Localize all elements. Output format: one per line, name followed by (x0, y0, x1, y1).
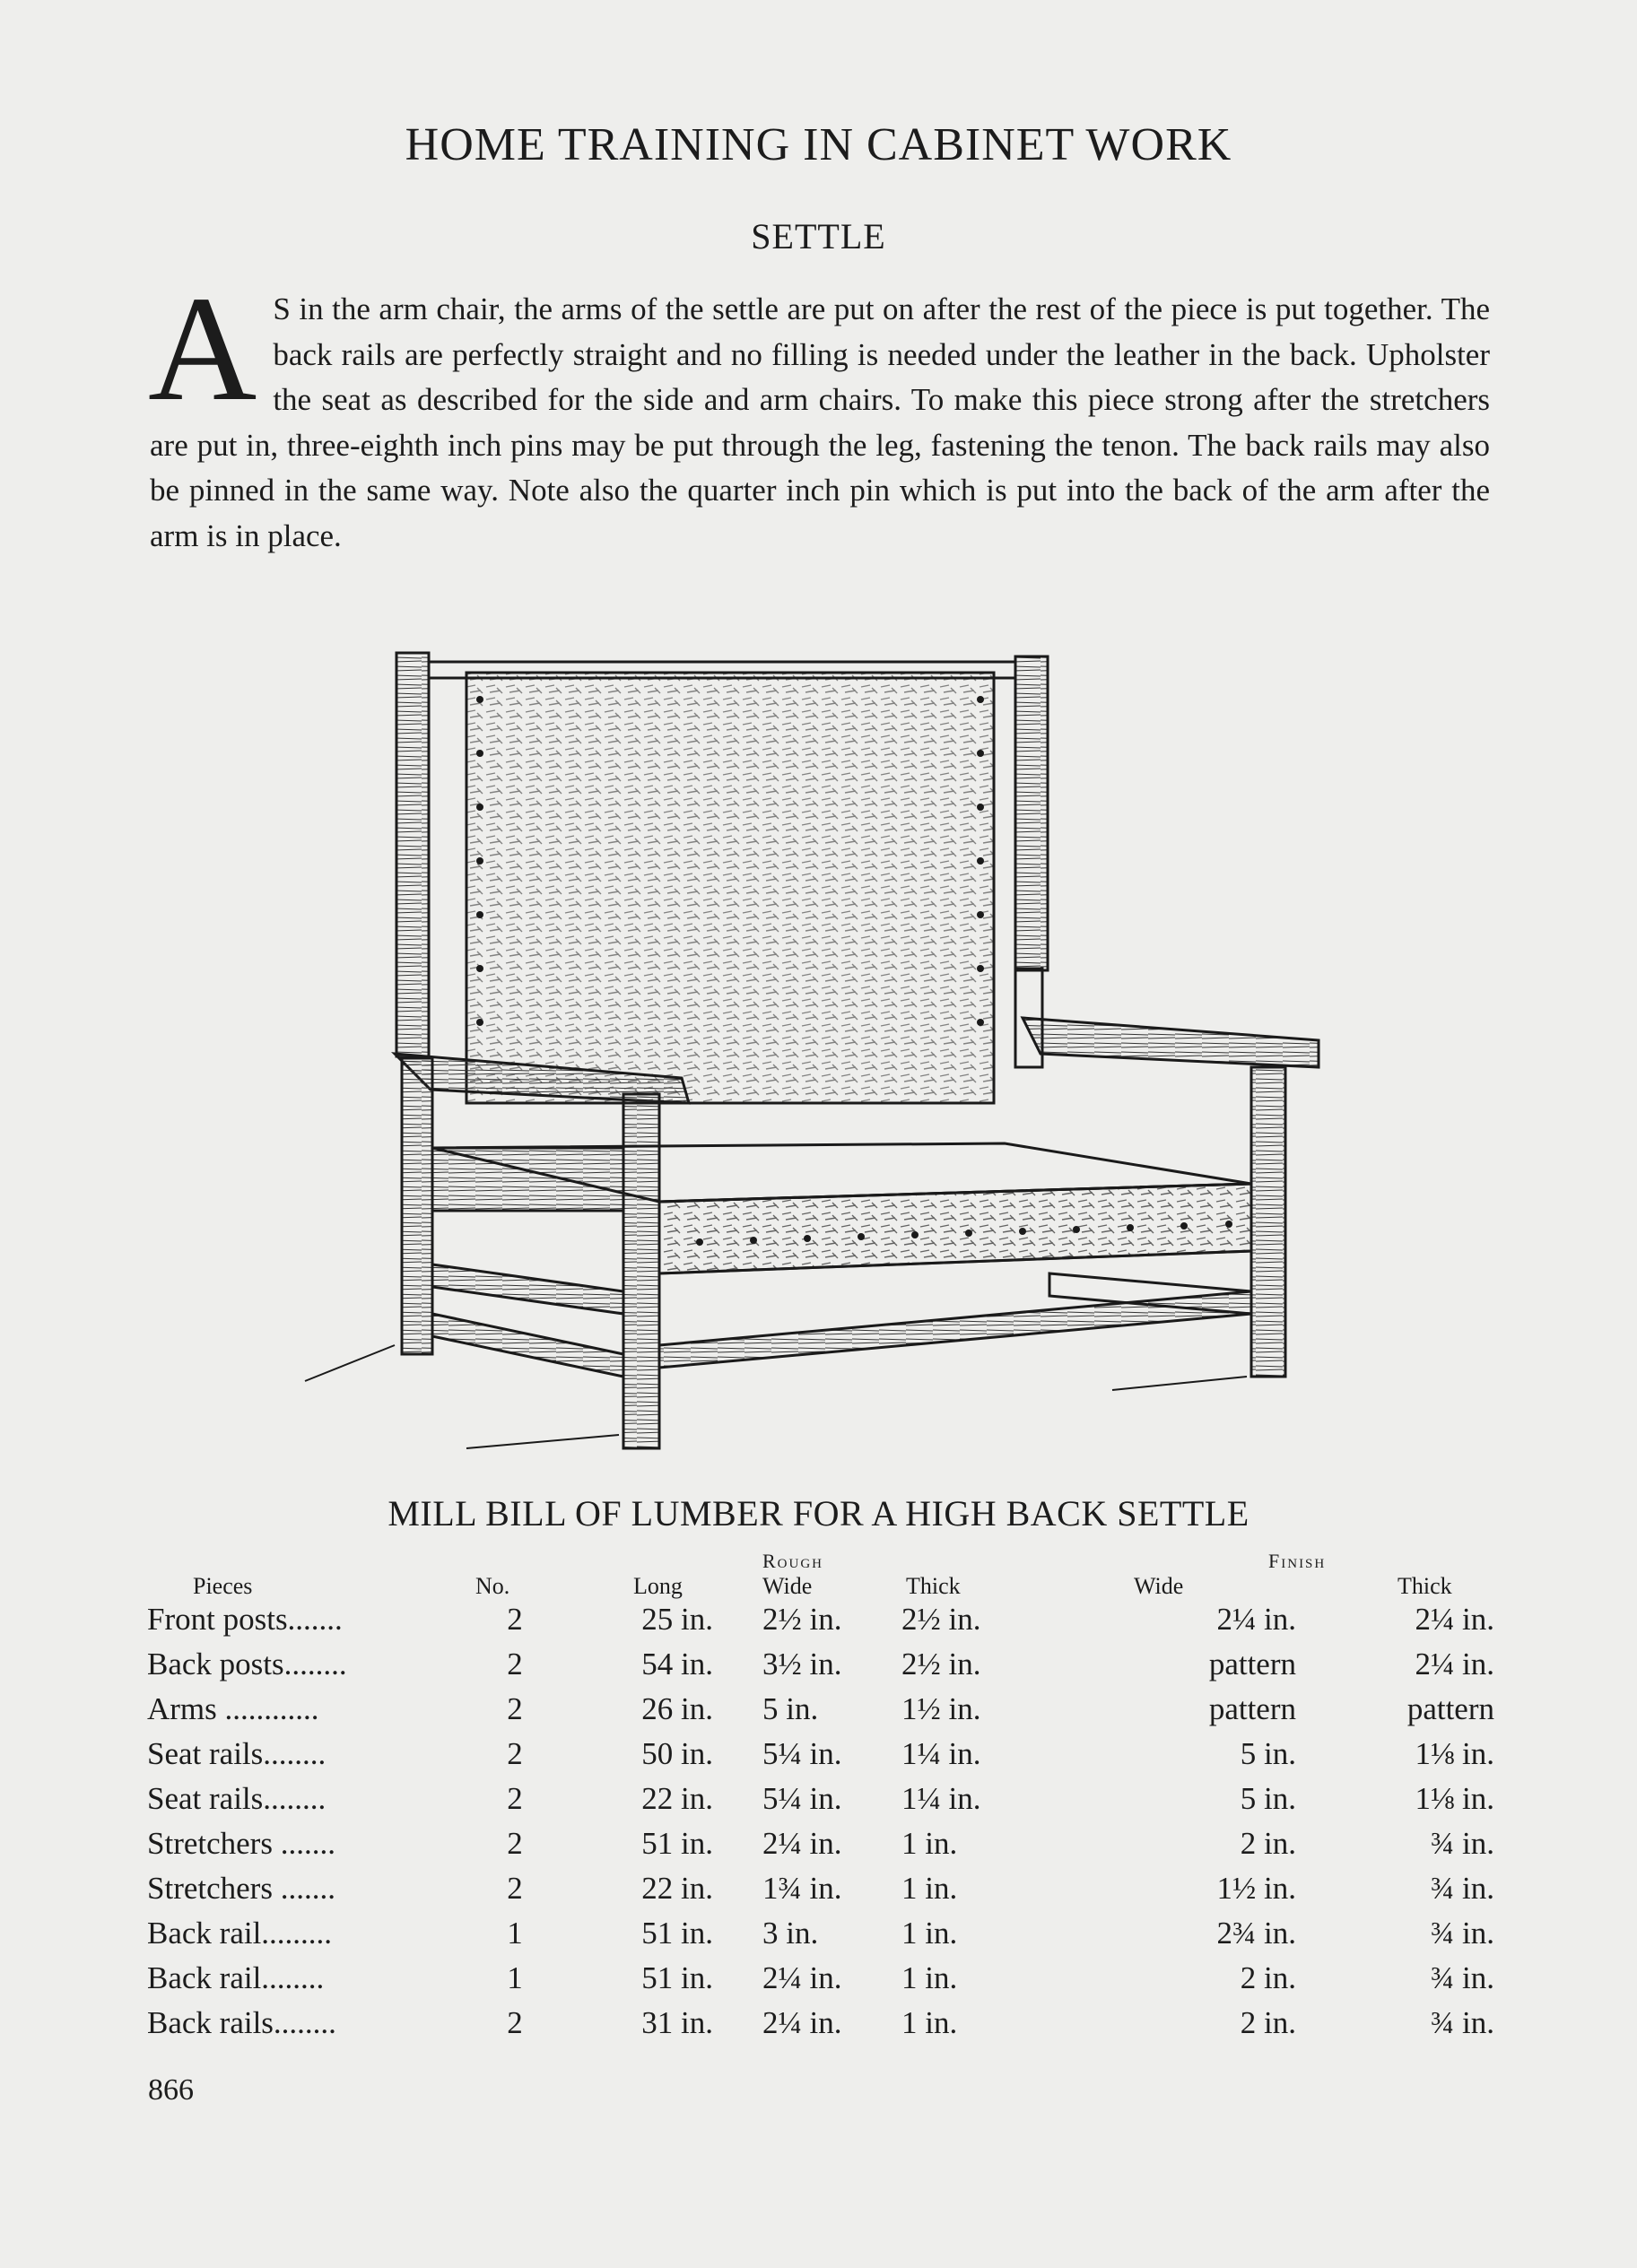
cell-piece: Back rails........ (147, 2005, 336, 2040)
cell-no: 2 (507, 1691, 523, 1726)
table-row (144, 1602, 1507, 1647)
table-row (144, 2005, 1507, 2050)
cell-rough-thick: 2½ in. (901, 1602, 981, 1637)
cell-finish-wide: 5 in. (1240, 1736, 1296, 1771)
running-title: HOME TRAINING IN CABINET WORK (405, 119, 1232, 170)
cell-no: 1 (507, 1916, 523, 1951)
table-row (144, 1916, 1507, 1960)
section-title: SETTLE (751, 216, 886, 256)
cell-rough-wide: 2¼ in. (762, 2005, 842, 2040)
header-pieces: Pieces (193, 1573, 253, 1599)
cell-finish-wide: pattern (1208, 1691, 1296, 1726)
cell-finish-thick: 2¼ in. (1415, 1647, 1494, 1681)
table-row (144, 1647, 1507, 1691)
cell-rough-thick: 1¼ in. (901, 1781, 981, 1816)
header-no: No. (475, 1573, 510, 1599)
table-row (144, 1960, 1507, 2005)
drop-cap: A (148, 265, 257, 432)
cell-rough-wide: 5¼ in. (762, 1736, 842, 1771)
cell-no: 2 (507, 1736, 523, 1771)
cell-finish-thick: 2¼ in. (1415, 1602, 1494, 1637)
table-row (144, 1691, 1507, 1736)
table-row (144, 1736, 1507, 1781)
cell-long: 25 in. (641, 1602, 713, 1637)
cell-long: 26 in. (641, 1691, 713, 1726)
cell-finish-wide: 1½ in. (1216, 1871, 1296, 1906)
cell-no: 2 (507, 1826, 523, 1861)
cell-piece: Back rail........ (147, 1960, 325, 1995)
cell-rough-thick: 1 in. (901, 1916, 958, 1951)
header-finish-thick: Thick (1398, 1573, 1452, 1599)
cell-piece: Front posts....... (147, 1602, 343, 1637)
cell-piece: Back posts........ (147, 1647, 347, 1681)
cell-piece: Back rail......... (147, 1916, 333, 1951)
cell-rough-wide: 5 in. (762, 1691, 819, 1726)
cell-no: 2 (507, 1871, 523, 1906)
cell-long: 50 in. (641, 1736, 713, 1771)
cell-finish-thick: ¾ in. (1431, 1871, 1494, 1906)
cell-rough-thick: 1 in. (901, 1960, 958, 1995)
cell-rough-wide: 2¼ in. (762, 1960, 842, 1995)
cell-rough-wide: 2¼ in. (762, 1826, 842, 1861)
cell-finish-thick: ¾ in. (1431, 2005, 1494, 2040)
settle-illustration (287, 646, 1363, 1471)
cell-piece: Stretchers ....... (147, 1871, 335, 1906)
cell-no: 1 (507, 1960, 523, 1995)
cell-long: 51 in. (641, 1826, 713, 1861)
cell-rough-thick: 1 in. (901, 1826, 958, 1861)
cell-finish-thick: ¾ in. (1431, 1826, 1494, 1861)
cell-piece: Stretchers ....... (147, 1826, 335, 1861)
cell-finish-wide: 2¼ in. (1216, 1602, 1296, 1637)
cell-finish-thick: 1⅛ in. (1415, 1781, 1494, 1816)
cell-long: 31 in. (641, 2005, 713, 2040)
cell-finish-wide: 2 in. (1240, 2005, 1296, 2040)
cell-finish-wide: 2 in. (1240, 1960, 1296, 1995)
cell-rough-thick: 1 in. (901, 2005, 958, 2040)
table-title: MILL BILL OF LUMBER FOR A HIGH BACK SETTLE (387, 1493, 1250, 1534)
header-finish-wide: Wide (1134, 1573, 1184, 1599)
paragraph-text: S in the arm chair, the arms of the settle are put on after the rest of the piece is put together. The back rails are perfectly straight and no filling is needed under the leather in the back. Upholster the seat as described for the side and arm chairs. To make this piece strong after the stretchers are put in, three-eighth inch pins may be put through the leg, fastening the tenon. The back rails may also be pinned in the same way. Note also the quarter inch pin which is put into the back of the arm after the arm is in place. (150, 291, 1490, 553)
cell-finish-thick: pattern (1406, 1691, 1494, 1726)
cell-long: 22 in. (641, 1871, 713, 1906)
page-number: 866 (148, 2073, 194, 2107)
cell-piece: Seat rails........ (147, 1781, 327, 1816)
body-paragraph (148, 265, 1490, 559)
cell-no: 2 (507, 2005, 523, 2040)
cell-finish-wide: 2¾ in. (1216, 1916, 1296, 1951)
table-row (144, 1826, 1507, 1871)
cell-piece: Arms ............ (147, 1691, 319, 1726)
cell-finish-wide: 2 in. (1240, 1826, 1296, 1861)
group-finish: Finish (1268, 1550, 1327, 1572)
cell-finish-wide: 5 in. (1240, 1781, 1296, 1816)
cell-rough-thick: 1½ in. (901, 1691, 981, 1726)
cell-rough-wide: 3½ in. (762, 1647, 842, 1681)
cell-rough-thick: 2½ in. (901, 1647, 981, 1681)
cell-finish-thick: 1⅛ in. (1415, 1736, 1494, 1771)
group-rough: Rough (762, 1550, 824, 1572)
cell-no: 2 (507, 1602, 523, 1637)
cell-rough-thick: 1¼ in. (901, 1736, 981, 1771)
table-row (144, 1781, 1507, 1826)
cell-piece: Seat rails........ (147, 1736, 327, 1771)
cell-rough-wide: 3 in. (762, 1916, 819, 1951)
settle-drawing (287, 646, 1363, 1471)
header-long: Long (633, 1573, 683, 1599)
cell-finish-thick: ¾ in. (1431, 1916, 1494, 1951)
cell-long: 22 in. (641, 1781, 713, 1816)
cell-long: 51 in. (641, 1960, 713, 1995)
cell-rough-wide: 2½ in. (762, 1602, 842, 1637)
table-row (144, 1871, 1507, 1916)
cell-rough-thick: 1 in. (901, 1871, 958, 1906)
cell-long: 51 in. (641, 1916, 713, 1951)
cell-finish-wide: pattern (1208, 1647, 1296, 1681)
cell-rough-wide: 5¼ in. (762, 1781, 842, 1816)
cell-long: 54 in. (641, 1647, 713, 1681)
header-rough-thick: Thick (906, 1573, 961, 1599)
cell-finish-thick: ¾ in. (1431, 1960, 1494, 1995)
header-rough-wide: Wide (762, 1573, 813, 1599)
cell-no: 2 (507, 1781, 523, 1816)
cell-rough-wide: 1¾ in. (762, 1871, 842, 1906)
cell-no: 2 (507, 1647, 523, 1681)
